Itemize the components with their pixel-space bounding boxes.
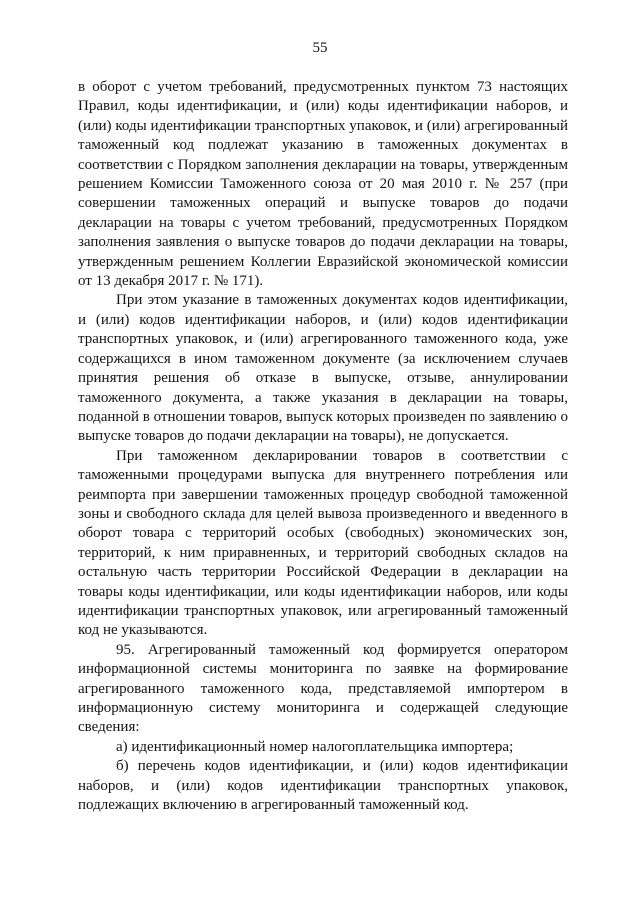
paragraph-customs-declaration: При таможенном декларировании товаров в соответствии с таможенными процедурами выпуска для внутреннего потребления или реимпорта при завершении таможенных процедур свободной таможенной зоны и свободного склада для целей вывоза произведенного и введенного в оборот товара с территорий особых (свободных) экономических зон, территорий, к ним приравненных, и территорий свободных складов на остальную часть территории Российской Федерации в декларации на товары коды идентификации, или коды идентификации наборов, или коды идентификации транспортных упаковок, или агрегированный таможенный код не указываются. — [78, 447, 568, 639]
list-item-a: а) идентификационный номер налогоплательщика импортера; — [116, 738, 514, 755]
paragraph-continuation: в оборот с учетом требований, предусмотренных пунктом 73 настоящих Правил, коды идентификации, и (или) коды идентификации наборов, и (или) коды идентификации транспортных упаковок, и (или) агрегированный таможенный код подлежат указанию в таможенных документах в соответствии с Порядком заполнения декларации на товары, утвержденным решением Комиссии Таможенного союза от 20 мая 2010 г. № 257 (при совершении таможенных операций и выпуске товаров до подачи декларации на товары с учетом требований, предусмотренных Порядком заполнения заявления о выпуске товаров до подачи декларации на товары, утвержденным решением Коллегии Евразийской экономической комиссии от 13 декабря 2017 г. № 171). — [78, 79, 568, 290]
document-body — [78, 78, 568, 815]
paragraph-95-aggregated-code: 95. Агрегированный таможенный код формируется оператором информационной системы мониторинга по заявке на формирование агрегированного таможенного кода, представляемой импортером в информационную систему мониторинга и содержащей следующие сведения: — [78, 641, 568, 736]
page-number: 55 — [312, 40, 328, 56]
list-item-b: б) перечень кодов идентификации, и (или) кодов идентификации наборов, и (или) кодов идентификации транспортных упаковок, подлежащих включению в агрегированный таможенный код. — [78, 758, 568, 814]
paragraph-prohibition: При этом указание в таможенных документах кодов идентификации, и (или) кодов идентификации наборов, и (или) кодов идентификации транспортных упаковок, и (или) агрегированного таможенного кода, уже содержащихся в ином таможенном документе (за исключением случаев принятия решения об отказе в выпуске, отзыве, аннулировании таможенного документа, а также указания в декларации на товары, поданной в отношении товаров, выпуск которых произведен по заявлению о выпуске товаров до подачи декларации на товары), не допускается. — [78, 292, 568, 445]
